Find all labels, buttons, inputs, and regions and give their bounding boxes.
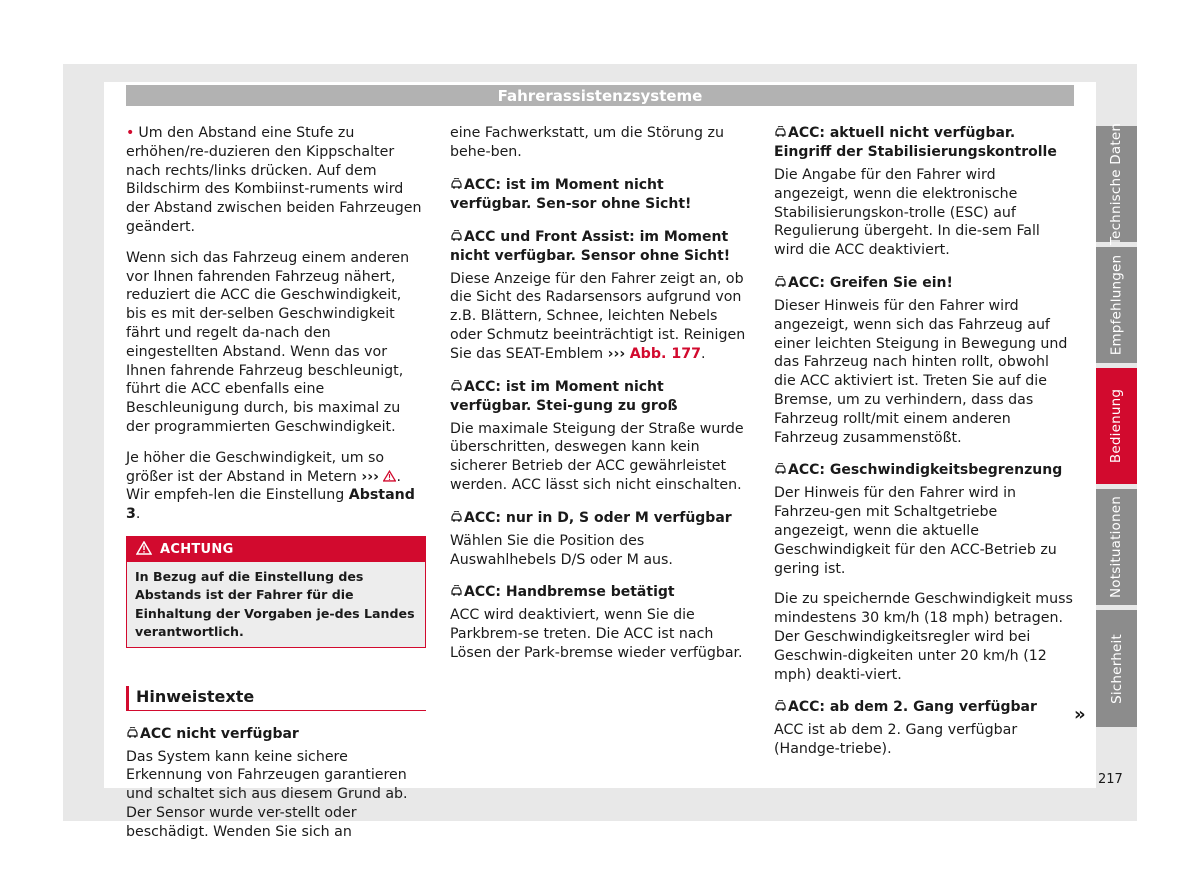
page-number: 217: [1098, 772, 1123, 787]
message-heading: ACC nicht verfügbar: [126, 725, 426, 744]
acc-car-icon: [450, 230, 463, 242]
tab-bedienung[interactable]: Bedienung: [1096, 368, 1137, 484]
message-heading: ACC: nur in D, S oder M verfügbar: [450, 509, 748, 528]
paragraph: Je höher die Geschwindigkeit, um so größer ist der Abstand in Metern ››› . Wir empfeh-len die Einstellung Abstand 3.: [126, 449, 415, 523]
column-2: [450, 124, 748, 675]
acc-car-icon: [450, 585, 463, 597]
column-3: [774, 124, 1074, 771]
warning-text: In Bezug auf die Einstellung des Abstands ist der Fahrer für die Einhaltung der Vorgaben je-des Landes verantwortlich.: [135, 568, 415, 640]
message-heading: ACC: Greifen Sie ein!: [774, 274, 1074, 293]
tab-sicherheit[interactable]: Sicherheit: [1096, 610, 1137, 727]
paragraph: Die maximale Steigung der Straße wurde überschritten, deswegen kann kein sicherer Betrieb der ACC gewährleistet werden. ACC lässt sich nicht einschalten.: [450, 420, 744, 493]
acc-car-icon: [774, 700, 787, 712]
column-1: [126, 124, 426, 854]
paragraph: Wenn sich das Fahrzeug einem anderen vor Ihnen fahrenden Fahrzeug nähert, reduziert die ACC die Geschwindigkeit, bis es mit der-selben Geschwindigkeit fährt und regelt da-nach den eingestellten Abstand. Wenn das vor Ihnen fahrende Fahrzeug beschleunigt, führt die ACC ebenfalls eine Beschleunigung durch, bis maximal zu der programmierten Geschwindigkeit.: [126, 249, 410, 435]
message-heading: ACC: aktuell nicht verfügbar. Eingriff der Stabilisierungskontrolle: [774, 125, 1057, 160]
chapter-header: [126, 85, 1074, 106]
message-heading: ACC: ist im Moment nicht verfügbar. Sen-sor ohne Sicht!: [450, 176, 692, 212]
acc-car-icon: [450, 380, 463, 392]
message-heading: ACC: ab dem 2. Gang verfügbar: [774, 698, 1074, 717]
acc-car-icon: [126, 727, 139, 739]
bullet-paragraph: [126, 124, 426, 237]
warning-triangle-icon[interactable]: [383, 470, 396, 482]
warning-header: [127, 537, 425, 562]
tab-notsituationen[interactable]: Notsituationen: [1096, 489, 1137, 605]
paragraph: Der Hinweis für den Fahrer wird in Fahrzeu-gen mit Schaltgetriebe angezeigt, wenn die aktuelle Geschwindigkeit für den ACC-Betrieb zu gering ist.: [774, 485, 1057, 577]
acc-car-icon: [774, 126, 787, 138]
cross-reference-arrows[interactable]: ›››: [607, 345, 626, 362]
warning-box: [126, 536, 426, 648]
paragraph: eine Fachwerkstatt, um die Störung zu behe-ben.: [450, 125, 724, 160]
paragraph: Diese Anzeige für den Fahrer zeigt an, ob die Sicht des Radarsensors aufgrund von z.B. Blättern, Schnee, leichten Nebels oder Schmutz beeinträchtigt ist. Reinigen Sie das SEAT-Emblem ››› Abb. 177.: [450, 270, 746, 362]
paragraph: Das System kann keine sichere Erkennung von Fahrzeugen garantieren und schaltet sich aus diesem Grund ab. Der Sensor wurde ver-stellt oder beschädigt. Wenden Sie sich an: [126, 748, 408, 840]
message-heading: ACC: Handbremse betätigt: [450, 583, 748, 602]
paragraph: Die Angabe für den Fahrer wird angezeigt, wenn die elektronische Stabilisierungskon-trolle (ESC) auf Regulierung übergeht. In die-sem Fall wird die ACC deaktiviert.: [774, 167, 1040, 259]
cross-reference-arrows[interactable]: ›››: [361, 468, 379, 485]
tab-technische-daten[interactable]: Technische Daten: [1096, 126, 1137, 242]
bullet-icon: •: [126, 125, 135, 141]
message-heading: ACC: ist im Moment nicht verfügbar. Stei-gung zu groß: [450, 378, 678, 414]
paragraph: Wählen Sie die Position des Auswahlhebels D/S oder M aus.: [450, 532, 673, 568]
acc-car-icon: [450, 178, 463, 190]
paragraph: Die zu speichernde Geschwindigkeit muss mindestens 30 km/h (18 mph) betragen. Der Geschwindigkeitsregler wird bei Geschwin-digkeiten unter 20 km/h (12 mph) deakti-viert.: [774, 591, 1073, 683]
paragraph: ACC ist ab dem 2. Gang verfügbar (Handge-triebe).: [774, 722, 1018, 758]
acc-car-icon: [450, 511, 463, 523]
acc-car-icon: [774, 276, 787, 288]
figure-reference-link[interactable]: Abb. 177: [629, 345, 701, 362]
paragraph: ACC wird deaktiviert, wenn Sie die Parkbrem-se treten. Die ACC ist nach Lösen der Park-bremse wieder verfügbar.: [450, 607, 743, 661]
message-heading: ACC und Front Assist: im Moment nicht verfügbar. Sensor ohne Sicht!: [450, 228, 731, 264]
message-heading: ACC: Geschwindigkeitsbegrenzung: [774, 461, 1074, 480]
warning-triangle-icon: [136, 541, 152, 555]
section-title: Hinweistexte: [126, 686, 426, 711]
continue-arrows: »: [1074, 704, 1086, 725]
acc-car-icon: [774, 463, 787, 475]
bullet-text: Um den Abstand eine Stufe zu erhöhen/re-duzieren den Kippschalter nach rechts/links drücken. Auf dem Bildschirm des Kombiinst-ruments wird der Abstand zwischen beiden Fahrzeugen geändert.: [126, 125, 422, 235]
tab-empfehlungen[interactable]: Empfehlungen: [1096, 247, 1137, 363]
warning-label: ACHTUNG: [160, 541, 234, 557]
paragraph: Dieser Hinweis für den Fahrer wird angezeigt, wenn sich das Fahrzeug auf einer leichten Steigung in Bewegung und das Fahrzeug nach hinten rollt, obwohl die ACC aktiviert ist. Treten Sie auf die Bremse, um zu verhindern, dass das Fahrzeug rollt/mit einem anderen Fahrzeug zusammenstößt.: [774, 297, 1068, 446]
chapter-title: Fahrerassistenzsysteme: [497, 87, 703, 105]
